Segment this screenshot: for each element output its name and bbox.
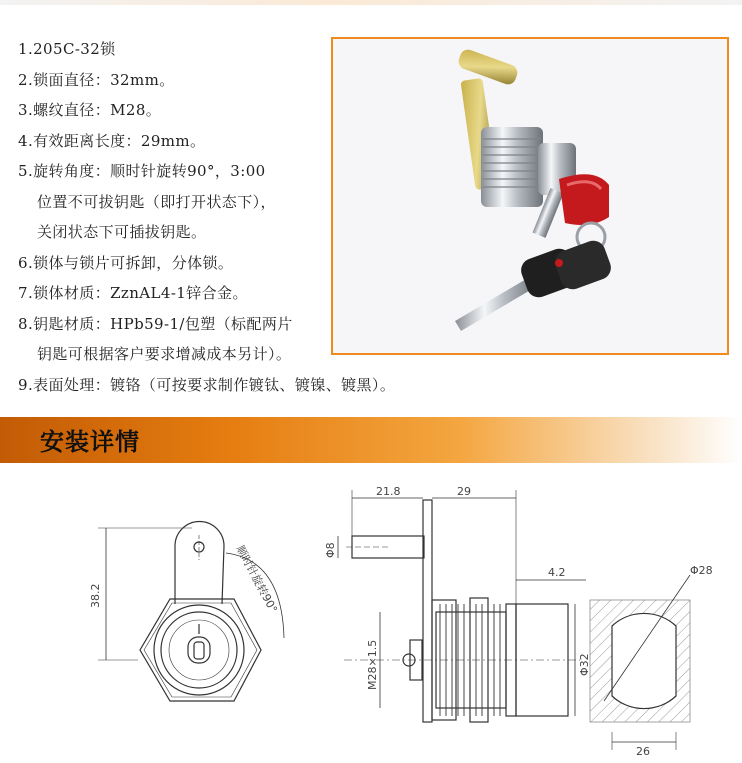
cutout-width-label: 26 bbox=[636, 745, 650, 758]
section-title: 安装详情 bbox=[40, 428, 140, 456]
side-view bbox=[344, 500, 580, 722]
spec-line-12: 9.表面处理：镀铬（可按要求制作镀钛、镀镍、镀黑）。 bbox=[18, 375, 396, 394]
front-height-label: 38.2 bbox=[89, 583, 102, 608]
rotation-note-label: 顺时针旋转90° bbox=[233, 543, 280, 616]
cutout-view bbox=[590, 575, 690, 750]
cam-diameter-label: Φ8 bbox=[324, 542, 337, 558]
spec-line-10: 8.钥匙材质：HPb59-1/包塑（标配两片 bbox=[18, 314, 293, 333]
product-photo bbox=[331, 37, 729, 355]
flange-thickness-label: 4.2 bbox=[548, 566, 566, 579]
spec-line-5: 5.旋转角度：顺时针旋转90°，3:00 bbox=[18, 162, 266, 180]
spec-line-2: 2.锁面直径：32mm。 bbox=[18, 70, 175, 89]
face-diameter-label: Φ32 bbox=[578, 653, 591, 676]
spec-line-7: 关闭状态下可插拔钥匙。 bbox=[37, 223, 207, 241]
spec-line-6: 位置不可拔钥匙（即打开状态下）， bbox=[37, 192, 276, 211]
spec-line-3: 3.螺纹直径：M28。 bbox=[18, 101, 162, 119]
top-banner-strip bbox=[0, 0, 742, 5]
spec-line-1: 1.205C-32锁 bbox=[18, 40, 116, 58]
cam-length-label: 21.8 bbox=[376, 485, 401, 498]
thread-label: M28×1.5 bbox=[366, 639, 379, 690]
spec-line-9: 7.锁体材质：ZznAL4-1锌合金。 bbox=[18, 284, 248, 302]
spec-line-4: 4.有效距离长度：29mm。 bbox=[18, 131, 206, 150]
cam-lock-photo-illustration bbox=[333, 39, 727, 353]
spec-line-8: 6.锁体与锁片可拆卸，分体锁。 bbox=[18, 253, 234, 272]
installation-drawing bbox=[0, 470, 742, 760]
cutout-diameter-label: Φ28 bbox=[690, 564, 713, 577]
spec-line-11: 钥匙可根据客户要求增减成本另计）。 bbox=[37, 345, 292, 363]
effective-length-label: 29 bbox=[457, 485, 471, 498]
